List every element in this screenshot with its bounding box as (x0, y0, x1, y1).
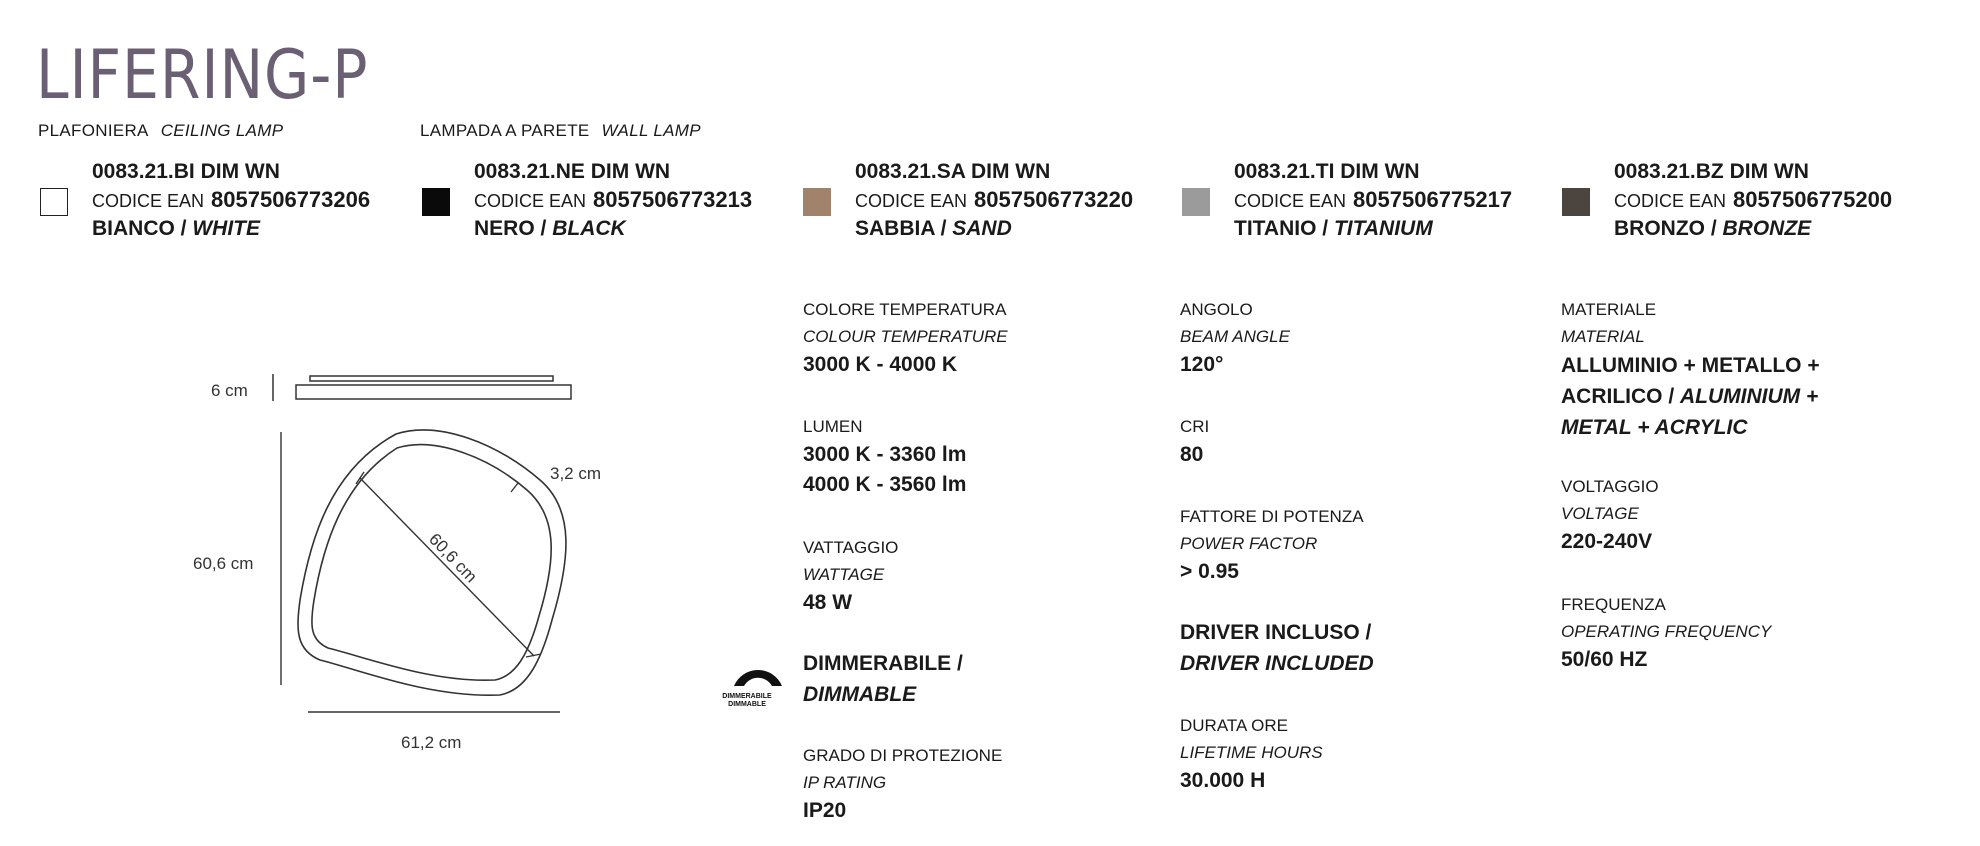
spec-text: BLACK (552, 217, 626, 240)
spec-text (1561, 381, 1820, 412)
type-label-en: CEILING LAMP (160, 121, 284, 140)
profile-body (296, 385, 571, 399)
spec-text: CRI (1180, 417, 1210, 436)
product-title: LIFERING-P (36, 36, 369, 115)
spec-text: VOLTAGE (1561, 504, 1639, 523)
spec-text: FREQUENZA (1561, 595, 1666, 614)
spec-text: 3000 K - 4000 K (803, 353, 958, 376)
spec-driver (1180, 617, 1374, 679)
spec-text: WATTAGE (803, 565, 885, 584)
ring-outer (298, 430, 566, 695)
spec-text: BIANCO (92, 217, 175, 240)
spec-text: DRIVER INCLUSO / (1180, 621, 1372, 644)
diagonal-label: 60,6 cm (425, 529, 481, 587)
variant-color-name: BIANCO / WHITE (92, 217, 261, 240)
variant-code: 0083.21.NE DIM WN (474, 160, 671, 183)
spec-text: 220-240V (1561, 530, 1653, 553)
variant-code: 0083.21.SA DIM WN (855, 160, 1051, 183)
spec-frequency (1561, 591, 1771, 675)
spec-text: NERO (474, 217, 535, 240)
variant-ean: CODICE EAN 8057506773206 (92, 187, 371, 212)
variant-ean: CODICE EAN 8057506775217 (1234, 187, 1513, 212)
ring-inner (312, 445, 551, 681)
spec-cri (1180, 413, 1209, 470)
spec-text: BRONZE (1722, 217, 1812, 240)
spec-text: WHITE (192, 217, 261, 240)
spec-text: IP RATING (803, 773, 887, 792)
variant-color-name: SABBIA / SAND (855, 217, 1012, 240)
diagonal-dim-line (360, 478, 534, 656)
spec-text: ANGOLO (1180, 300, 1253, 319)
variant-color-name: BRONZO / BRONZE (1614, 217, 1812, 240)
spec-text: ALLUMINIO + METALLO + (1561, 354, 1820, 377)
spec-text: TITANIO (1234, 217, 1317, 240)
variant-color-name: NERO / BLACK (474, 217, 626, 240)
spec-text: SAND (952, 217, 1012, 240)
spec-text: 3000 K - 3360 lm (803, 443, 967, 466)
dimmable-icon-label-1: DIMMERABILE (722, 693, 772, 700)
spec-beam-angle (1180, 296, 1290, 380)
profile-top (310, 376, 553, 381)
spec-voltage (1561, 473, 1659, 557)
type-label: LAMPADA A PARETE (420, 121, 590, 140)
spec-text: LIFETIME HOURS (1180, 743, 1323, 762)
spec-text: SABBIA (855, 217, 935, 240)
type-label-en: WALL LAMP (601, 121, 701, 140)
spec-text: VOLTAGGIO (1561, 477, 1659, 496)
spec-text: IP20 (803, 799, 847, 822)
dimmable-icon-label-2: DIMMABLE (728, 701, 766, 708)
spec-text: 4000 K - 3560 lm (803, 473, 967, 496)
spec-text: FATTORE DI POTENZA (1180, 507, 1364, 526)
spec-text: DURATA ORE (1180, 716, 1288, 735)
spec-text: 80 (1180, 443, 1204, 466)
spec-text: LUMEN (803, 417, 863, 436)
spec-text: GRADO DI PROTEZIONE (803, 746, 1003, 765)
spec-text: POWER FACTOR (1180, 534, 1318, 553)
ring-width-label: 3,2 cm (550, 464, 602, 483)
spec-text: METAL + ACRYLIC (1561, 416, 1748, 439)
variant-color-name: TITANIO / TITANIUM (1234, 217, 1433, 240)
variant-ean: CODICE EAN 8057506773213 (474, 187, 753, 212)
height-label: 6 cm (211, 381, 248, 400)
spec-text: BRONZO (1614, 217, 1705, 240)
spec-text: 120° (1180, 353, 1224, 376)
spec-text: MATERIALE (1561, 300, 1657, 319)
spec-text: 50/60 HZ (1561, 648, 1648, 671)
spec-ip-rating (803, 742, 1002, 826)
spec-text: COLORE TEMPERATURA (803, 300, 1007, 319)
spec-text: ACRILICO / (1561, 385, 1680, 408)
spec-text: BEAM ANGLE (1180, 327, 1290, 346)
spec-text: 30.000 H (1180, 769, 1266, 792)
spec-text: VATTAGGIO (803, 538, 899, 557)
ring-tick-right (511, 483, 518, 492)
spec-text: COLOUR TEMPERATURE (803, 327, 1008, 346)
width-label: 61,2 cm (401, 733, 462, 752)
spec-text: 48 W (803, 591, 853, 614)
spec-lifetime (1180, 712, 1323, 796)
variant-ean: CODICE EAN 8057506775200 (1614, 187, 1893, 212)
spec-material (1561, 296, 1820, 443)
spec-text: TITANIUM (1333, 217, 1433, 240)
variant-code: 0083.21.TI DIM WN (1234, 160, 1420, 183)
spec-colour-temperature (803, 296, 1008, 380)
spec-power-factor (1180, 503, 1364, 587)
spec-text: > 0.95 (1180, 560, 1239, 583)
spec-text: ALUMINIUM + (1680, 385, 1819, 408)
spec-text: DIMMABLE (803, 683, 917, 706)
spec-text: MATERIAL (1561, 327, 1645, 346)
dimmable-icon (734, 670, 782, 686)
variant-code: 0083.21.BI DIM WN (92, 160, 280, 183)
side-label: 60,6 cm (193, 554, 254, 573)
type-label: PLAFONIERA (38, 121, 149, 140)
spec-wattage (803, 534, 898, 618)
spec-text: OPERATING FREQUENCY (1561, 622, 1772, 641)
variant-ean: CODICE EAN 8057506773220 (855, 187, 1134, 212)
spec-dimmable (803, 648, 963, 710)
variant-code: 0083.21.BZ DIM WN (1614, 160, 1809, 183)
spec-lumen (803, 413, 966, 500)
spec-text: DIMMERABILE / (803, 652, 963, 675)
spec-text: DRIVER INCLUDED (1180, 652, 1374, 675)
